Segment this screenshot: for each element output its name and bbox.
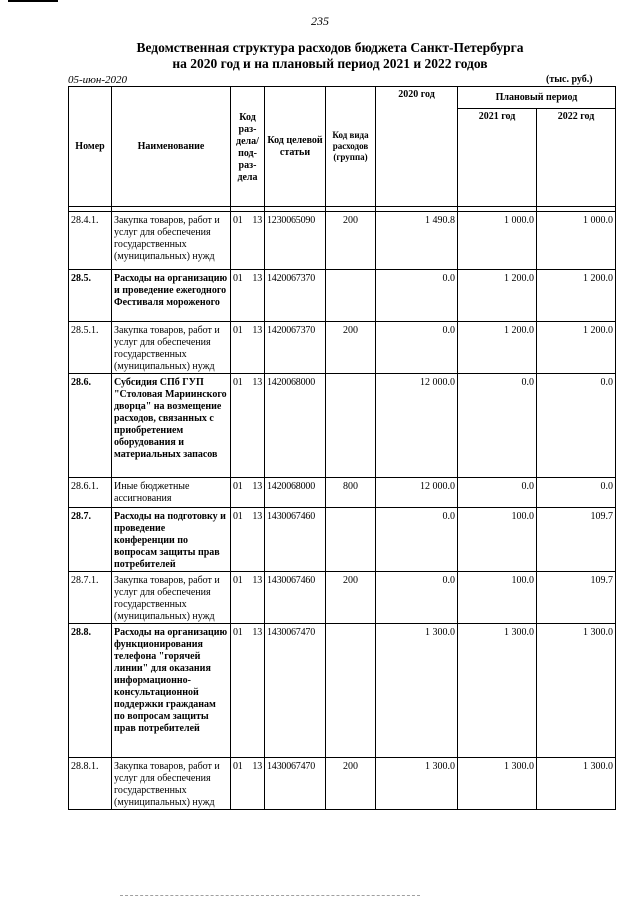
row-target-code: 1430067460: [265, 508, 326, 572]
header-number: Номер: [69, 87, 112, 207]
header-planned-period: Плановый период: [458, 87, 616, 109]
table-row: [69, 322, 616, 374]
row-value-2021: 1 300.0: [458, 758, 537, 810]
header-name: Наименование: [112, 87, 231, 207]
row-subsection: 13: [252, 325, 262, 336]
row-name: Субсидия СПб ГУП "Столовая Мариинского дворца" на возмещение расходов, связанных с приобретением оборудования и материальных запасов: [112, 374, 231, 478]
header-section-code: Код раз- дела/ под- раз- дела: [231, 87, 265, 207]
row-value-2020: 12 000.0: [376, 478, 458, 508]
row-section-code: [231, 374, 265, 478]
row-value-2021: 1 200.0: [458, 270, 537, 322]
row-number: 28.5.1.: [69, 322, 112, 374]
row-target-code: 1430067470: [265, 758, 326, 810]
row-value-2021: 1 000.0: [458, 212, 537, 270]
units-label: (тыс. руб.): [546, 74, 593, 85]
row-value-2021: 1 300.0: [458, 624, 537, 758]
row-name: Закупка товаров, работ и услуг для обеспечения государственных (муниципальных) нужд: [112, 322, 231, 374]
row-expense-type: 800: [326, 478, 376, 508]
row-number: 28.7.1.: [69, 572, 112, 624]
row-number: 28.8.1.: [69, 758, 112, 810]
row-section-code: [231, 758, 265, 810]
header-expense-type-code: Код вида расходов (группа): [326, 87, 376, 207]
row-expense-type: 200: [326, 322, 376, 374]
row-expense-type: [326, 624, 376, 758]
row-subsection: 13: [252, 511, 262, 522]
row-number: 28.6.: [69, 374, 112, 478]
scan-footer-artifact: [120, 895, 420, 899]
table-row: [69, 624, 616, 758]
row-value-2021: 0.0: [458, 374, 537, 478]
table-row: [69, 758, 616, 810]
row-expense-type: 200: [326, 212, 376, 270]
row-value-2020: 0.0: [376, 508, 458, 572]
row-target-code: 1420068000: [265, 374, 326, 478]
table-row: [69, 508, 616, 572]
row-name: Иные бюджетные ассигнования: [112, 478, 231, 508]
row-value-2021: 100.0: [458, 572, 537, 624]
table-row: [69, 212, 616, 270]
row-value-2022: 1 300.0: [537, 624, 616, 758]
table-header: [69, 87, 616, 212]
page-number: 235: [311, 14, 329, 28]
row-name: Закупка товаров, работ и услуг для обеспечения государственных (муниципальных) нужд: [112, 212, 231, 270]
scan-corner-mark: [8, 0, 58, 2]
row-section-code: [231, 478, 265, 508]
row-value-2021: 0.0: [458, 478, 537, 508]
row-value-2020: 1 300.0: [376, 624, 458, 758]
row-number: 28.8.: [69, 624, 112, 758]
row-section: 01: [233, 575, 243, 586]
row-subsection: 13: [252, 575, 262, 586]
row-section-code: [231, 624, 265, 758]
title-line-2: на 2020 год и на плановый период 2021 и 2022 годов: [172, 56, 488, 71]
table-body: [69, 212, 616, 810]
row-name: Расходы на организацию функционирования телефона "горячей линии" для оказания информационно-консультационной поддержки гражданам по вопросам защиты прав потребителей: [112, 624, 231, 758]
row-section-code: [231, 212, 265, 270]
row-expense-type: [326, 508, 376, 572]
row-value-2020: 0.0: [376, 322, 458, 374]
row-value-2022: 1 200.0: [537, 270, 616, 322]
row-number: 28.5.: [69, 270, 112, 322]
row-subsection: 13: [252, 481, 262, 492]
row-value-2020: 0.0: [376, 572, 458, 624]
row-target-code: 1420068000: [265, 478, 326, 508]
document-title: [60, 40, 600, 72]
row-expense-type: [326, 374, 376, 478]
row-section: 01: [233, 511, 243, 522]
row-subsection: 13: [252, 627, 262, 638]
row-value-2022: 0.0: [537, 374, 616, 478]
row-section: 01: [233, 481, 243, 492]
row-target-code: 1230065090: [265, 212, 326, 270]
row-section: 01: [233, 325, 243, 336]
row-number: 28.7.: [69, 508, 112, 572]
row-value-2020: 1 490.8: [376, 212, 458, 270]
row-number: 28.6.1.: [69, 478, 112, 508]
row-section-code: [231, 270, 265, 322]
row-expense-type: [326, 270, 376, 322]
row-expense-type: 200: [326, 572, 376, 624]
document-date: 05-июн-2020: [68, 74, 128, 86]
row-value-2022: 1 000.0: [537, 212, 616, 270]
row-target-code: 1430067470: [265, 624, 326, 758]
row-value-2021: 1 200.0: [458, 322, 537, 374]
row-value-2022: 109.7: [537, 508, 616, 572]
row-section-code: [231, 322, 265, 374]
row-subsection: 13: [252, 273, 262, 284]
row-number: 28.4.1.: [69, 212, 112, 270]
row-value-2020: 1 300.0: [376, 758, 458, 810]
row-section: 01: [233, 273, 243, 284]
row-name: Расходы на организацию и проведение ежегодного Фестиваля мороженого: [112, 270, 231, 322]
row-subsection: 13: [252, 377, 262, 388]
row-value-2020: 0.0: [376, 270, 458, 322]
row-value-2022: 1 200.0: [537, 322, 616, 374]
title-line-1: Ведомственная структура расходов бюджета Санкт-Петербурга: [136, 40, 524, 55]
row-value-2022: 1 300.0: [537, 758, 616, 810]
row-subsection: 13: [252, 215, 262, 226]
table-row: [69, 478, 616, 508]
row-value-2021: 100.0: [458, 508, 537, 572]
row-section-code: [231, 508, 265, 572]
header-2022: 2022 год: [537, 109, 616, 207]
row-target-code: 1430067460: [265, 572, 326, 624]
row-section: 01: [233, 627, 243, 638]
header-2021: 2021 год: [458, 109, 537, 207]
row-name: Закупка товаров, работ и услуг для обеспечения государственных (муниципальных) нужд: [112, 758, 231, 810]
row-target-code: 1420067370: [265, 322, 326, 374]
row-expense-type: 200: [326, 758, 376, 810]
row-name: Закупка товаров, работ и услуг для обеспечения государственных (муниципальных) нужд: [112, 572, 231, 624]
row-section: 01: [233, 377, 243, 388]
budget-table: [68, 86, 616, 810]
table-row: [69, 270, 616, 322]
header-target-code: Код целевой статьи: [265, 87, 326, 207]
row-value-2022: 0.0: [537, 478, 616, 508]
row-section-code: [231, 572, 265, 624]
row-section: 01: [233, 215, 243, 226]
row-value-2020: 12 000.0: [376, 374, 458, 478]
row-section: 01: [233, 761, 243, 772]
row-name: Расходы на подготовку и проведение конференции по вопросам защиты прав потребителей: [112, 508, 231, 572]
row-value-2022: 109.7: [537, 572, 616, 624]
row-subsection: 13: [252, 761, 262, 772]
header-2020: 2020 год: [376, 87, 458, 207]
table-row: [69, 374, 616, 478]
row-target-code: 1420067370: [265, 270, 326, 322]
table-row: [69, 572, 616, 624]
